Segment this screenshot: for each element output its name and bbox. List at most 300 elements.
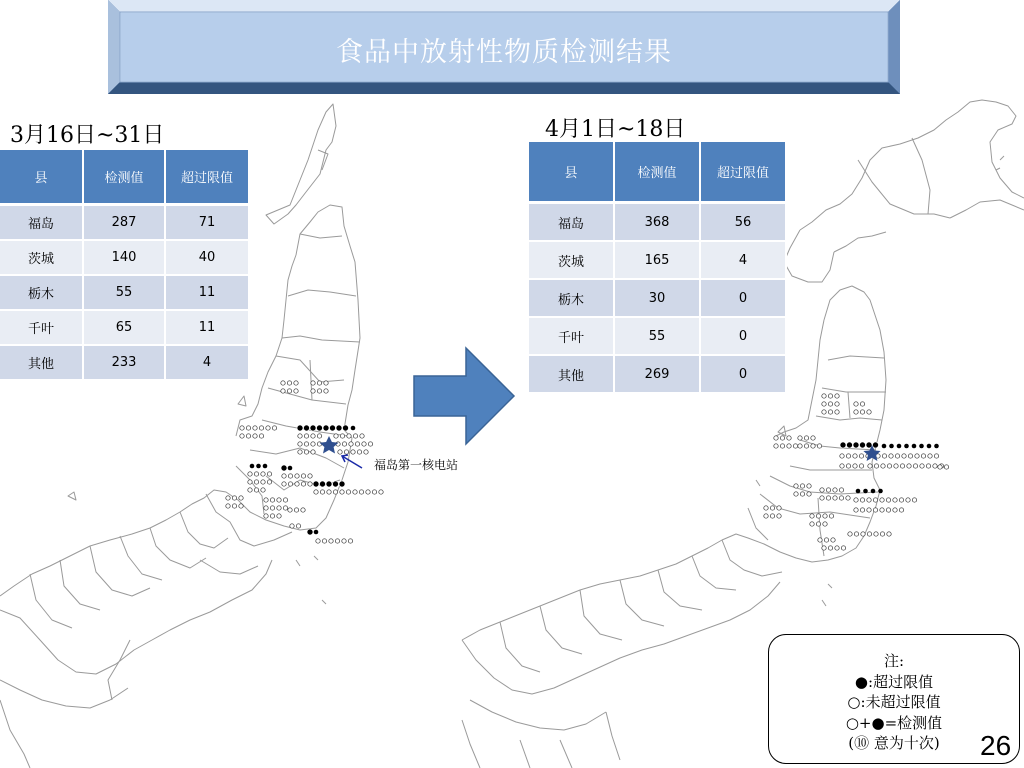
under-limit-marker	[938, 465, 942, 469]
over-limit-marker	[351, 426, 356, 431]
under-limit-marker	[366, 490, 370, 494]
left-results-table	[0, 150, 250, 381]
under-limit-marker	[324, 389, 328, 393]
under-limit-marker	[822, 402, 826, 406]
under-limit-marker	[800, 484, 804, 488]
under-limit-marker	[867, 508, 871, 512]
under-limit-marker	[239, 496, 243, 500]
under-limit-marker	[304, 434, 308, 438]
under-limit-marker	[226, 496, 230, 500]
under-limit-marker	[853, 454, 857, 458]
under-limit-marker	[820, 488, 824, 492]
under-limit-marker	[800, 492, 804, 496]
under-limit-marker	[908, 454, 912, 458]
column-header-pref: 县	[529, 142, 615, 204]
under-limit-marker	[839, 488, 843, 492]
under-limit-marker	[304, 442, 308, 446]
under-limit-marker	[804, 436, 808, 440]
cell-pref: 福岛	[0, 206, 84, 241]
ten-count-marker	[326, 481, 332, 487]
under-limit-marker	[774, 444, 778, 448]
under-limit-marker	[342, 539, 346, 543]
ten-count-marker	[304, 425, 310, 431]
over-limit-marker	[263, 464, 268, 469]
cell-over: 71	[166, 206, 250, 241]
under-limit-marker	[355, 442, 359, 446]
under-limit-marker	[311, 389, 315, 393]
under-limit-marker	[811, 444, 815, 448]
under-limit-marker	[912, 498, 916, 502]
under-limit-marker	[281, 389, 285, 393]
table-row	[529, 280, 787, 318]
under-limit-marker	[887, 464, 891, 468]
under-limit-marker	[874, 464, 878, 468]
under-limit-marker	[902, 454, 906, 458]
under-limit-marker	[835, 394, 839, 398]
legend-under-limit: ○:未超过限值	[847, 693, 941, 711]
cell-pref: 千叶	[529, 318, 615, 356]
over-limit-marker	[288, 466, 293, 471]
under-limit-marker	[248, 480, 252, 484]
cell-pref: 千叶	[0, 311, 84, 346]
under-limit-marker	[868, 464, 872, 468]
under-limit-marker	[294, 508, 298, 512]
ten-count-marker	[313, 481, 319, 487]
under-limit-marker	[294, 381, 298, 385]
under-limit-marker	[934, 454, 938, 458]
under-limit-marker	[770, 506, 774, 510]
under-limit-marker	[334, 434, 338, 438]
cell-over: 11	[166, 311, 250, 346]
under-limit-marker	[322, 539, 326, 543]
under-limit-marker	[854, 410, 858, 414]
under-limit-marker	[282, 482, 286, 486]
over-limit-marker	[889, 444, 894, 449]
under-limit-marker	[831, 538, 835, 542]
page-number: 26	[980, 730, 1012, 761]
over-limit-marker	[882, 444, 887, 449]
under-limit-marker	[270, 514, 274, 518]
ten-count-marker	[847, 442, 853, 448]
cell-pref: 其他	[529, 356, 615, 394]
ten-count-marker	[307, 529, 313, 535]
under-limit-marker	[340, 434, 344, 438]
under-limit-marker	[774, 436, 778, 440]
under-limit-marker	[906, 498, 910, 502]
page-title: 食品中放射性物质检测结果	[336, 37, 672, 68]
under-limit-marker	[270, 506, 274, 510]
under-limit-marker	[913, 464, 917, 468]
under-limit-marker	[794, 492, 798, 496]
under-limit-marker	[816, 514, 820, 518]
under-limit-marker	[240, 434, 244, 438]
under-limit-marker	[926, 464, 930, 468]
over-limit-marker	[919, 444, 924, 449]
under-limit-marker	[854, 508, 858, 512]
under-limit-marker	[867, 498, 871, 502]
under-limit-marker	[820, 496, 824, 500]
under-limit-marker	[780, 436, 784, 440]
under-limit-marker	[880, 532, 884, 536]
cell-over: 56	[701, 204, 787, 242]
under-limit-marker	[301, 474, 305, 478]
under-limit-marker	[287, 389, 291, 393]
under-limit-marker	[861, 532, 865, 536]
under-limit-marker	[835, 402, 839, 406]
under-limit-marker	[359, 490, 363, 494]
ten-count-marker	[281, 465, 287, 471]
under-limit-marker	[342, 442, 346, 446]
table-row	[529, 242, 787, 280]
table-row	[0, 241, 250, 276]
under-limit-marker	[770, 514, 774, 518]
cell-tested: 30	[615, 280, 701, 318]
under-limit-marker	[283, 506, 287, 510]
ten-count-marker	[343, 425, 349, 431]
under-limit-marker	[764, 506, 768, 510]
under-limit-marker	[248, 488, 252, 492]
cell-over: 0	[701, 280, 787, 318]
cell-tested: 269	[615, 356, 701, 394]
under-limit-marker	[360, 434, 364, 438]
under-limit-marker	[317, 389, 321, 393]
under-limit-marker	[264, 514, 268, 518]
under-limit-marker	[828, 410, 832, 414]
under-limit-marker	[311, 434, 315, 438]
ten-count-marker	[330, 425, 336, 431]
cell-pref: 栃木	[0, 276, 84, 311]
star-icon	[320, 436, 339, 454]
under-limit-marker	[899, 498, 903, 502]
under-limit-marker	[928, 454, 932, 458]
legend-title: 注:	[883, 652, 905, 670]
legend-ten-times: (⑩ 意为十次)	[848, 734, 940, 752]
table-row	[0, 346, 250, 381]
under-limit-marker	[811, 436, 815, 440]
under-limit-marker	[804, 444, 808, 448]
under-limit-marker	[826, 496, 830, 500]
cell-tested: 368	[615, 204, 701, 242]
under-limit-marker	[353, 490, 357, 494]
ten-count-marker	[320, 481, 326, 487]
table-header-row	[0, 150, 250, 206]
right-arrow-icon	[414, 348, 514, 444]
ten-count-marker	[317, 425, 323, 431]
over-limit-marker	[863, 489, 868, 494]
under-limit-marker	[338, 450, 342, 454]
under-limit-marker	[368, 442, 372, 446]
under-limit-marker	[816, 522, 820, 526]
right-results-table	[529, 142, 787, 394]
over-limit-marker	[871, 489, 876, 494]
under-limit-marker	[304, 450, 308, 454]
table-row	[0, 276, 250, 311]
under-limit-marker	[340, 490, 344, 494]
under-limit-marker	[893, 498, 897, 502]
under-limit-marker	[780, 444, 784, 448]
under-limit-marker	[915, 454, 919, 458]
under-limit-marker	[344, 450, 348, 454]
under-limit-marker	[798, 436, 802, 440]
under-limit-marker	[840, 454, 844, 458]
cell-pref: 茨城	[0, 241, 84, 276]
under-limit-marker	[853, 464, 857, 468]
over-limit-marker	[904, 444, 909, 449]
ten-count-marker	[860, 442, 866, 448]
cell-tested: 140	[84, 241, 166, 276]
under-limit-marker	[826, 488, 830, 492]
cell-tested: 287	[84, 206, 166, 241]
under-limit-marker	[317, 434, 321, 438]
under-limit-marker	[824, 538, 828, 542]
under-limit-marker	[311, 442, 315, 446]
under-limit-marker	[259, 434, 263, 438]
under-limit-marker	[764, 514, 768, 518]
under-limit-marker	[846, 464, 850, 468]
under-limit-marker	[794, 484, 798, 488]
under-limit-marker	[308, 474, 312, 478]
under-limit-marker	[893, 508, 897, 512]
cell-pref: 茨城	[529, 242, 615, 280]
under-limit-marker	[320, 490, 324, 494]
left-period-label: 3月16日~31日	[10, 123, 165, 148]
table-row	[0, 206, 250, 241]
cell-tested: 55	[84, 276, 166, 311]
under-limit-marker	[894, 464, 898, 468]
under-limit-marker	[840, 464, 844, 468]
under-limit-marker	[860, 410, 864, 414]
under-limit-marker	[253, 426, 257, 430]
under-limit-marker	[777, 514, 781, 518]
table-header-row	[529, 142, 787, 204]
under-limit-marker	[907, 464, 911, 468]
cell-tested: 233	[84, 346, 166, 381]
cell-over: 11	[166, 276, 250, 311]
under-limit-marker	[288, 482, 292, 486]
under-limit-marker	[296, 524, 300, 528]
under-limit-marker	[246, 434, 250, 438]
cell-over: 4	[701, 242, 787, 280]
under-limit-marker	[822, 546, 826, 550]
under-limit-marker	[846, 454, 850, 458]
under-limit-marker	[860, 402, 864, 406]
under-limit-marker	[282, 474, 286, 478]
under-limit-marker	[854, 498, 858, 502]
under-limit-marker	[287, 381, 291, 385]
under-limit-marker	[316, 539, 320, 543]
under-limit-marker	[880, 508, 884, 512]
under-limit-marker	[283, 498, 287, 502]
under-limit-marker	[324, 381, 328, 385]
under-limit-marker	[239, 504, 243, 508]
under-limit-marker	[787, 436, 791, 440]
under-limit-marker	[807, 484, 811, 488]
under-limit-marker	[873, 508, 877, 512]
under-limit-marker	[270, 498, 274, 502]
under-limit-marker	[248, 472, 252, 476]
under-limit-marker	[777, 506, 781, 510]
cell-over: 0	[701, 318, 787, 356]
under-limit-marker	[267, 472, 271, 476]
under-limit-marker	[317, 381, 321, 385]
under-limit-marker	[846, 496, 850, 500]
over-limit-marker	[912, 444, 917, 449]
under-limit-marker	[254, 472, 258, 476]
under-limit-marker	[226, 504, 230, 508]
under-limit-marker	[873, 498, 877, 502]
under-limit-marker	[867, 410, 871, 414]
over-limit-marker	[934, 444, 939, 449]
right-period-label: 4月1日~18日	[545, 117, 686, 142]
under-limit-marker	[259, 426, 263, 430]
column-header-tested: 检测值	[615, 142, 701, 204]
column-header-over: 超过限值	[166, 150, 250, 206]
under-limit-marker	[288, 474, 292, 478]
under-limit-marker	[311, 450, 315, 454]
under-limit-marker	[261, 480, 265, 484]
under-limit-marker	[881, 464, 885, 468]
under-limit-marker	[290, 524, 294, 528]
cell-over: 0	[701, 356, 787, 394]
under-limit-marker	[254, 488, 258, 492]
under-limit-marker	[277, 498, 281, 502]
under-limit-marker	[823, 522, 827, 526]
under-limit-marker	[266, 426, 270, 430]
under-limit-marker	[357, 450, 361, 454]
under-limit-marker	[822, 410, 826, 414]
under-limit-marker	[232, 504, 236, 508]
under-limit-marker	[311, 381, 315, 385]
legend-total: ○+●=检测值	[845, 713, 943, 732]
table-row	[529, 204, 787, 242]
under-limit-marker	[900, 464, 904, 468]
under-limit-marker	[362, 442, 366, 446]
under-limit-marker	[859, 464, 863, 468]
under-limit-marker	[298, 450, 302, 454]
under-limit-marker	[810, 522, 814, 526]
under-limit-marker	[277, 514, 281, 518]
under-limit-marker	[822, 394, 826, 398]
under-limit-marker	[887, 532, 891, 536]
over-limit-marker	[250, 464, 255, 469]
under-limit-marker	[787, 444, 791, 448]
ten-count-marker	[333, 481, 339, 487]
under-limit-marker	[348, 539, 352, 543]
under-limit-marker	[295, 482, 299, 486]
under-limit-marker	[848, 532, 852, 536]
ten-count-marker	[339, 481, 345, 487]
under-limit-marker	[301, 482, 305, 486]
under-limit-marker	[921, 454, 925, 458]
under-limit-marker	[298, 434, 302, 438]
under-limit-marker	[895, 454, 899, 458]
under-limit-marker	[798, 444, 802, 448]
under-limit-marker	[920, 464, 924, 468]
under-limit-marker	[347, 434, 351, 438]
under-limit-marker	[314, 490, 318, 494]
under-limit-marker	[817, 444, 821, 448]
under-limit-marker	[933, 464, 937, 468]
under-limit-marker	[889, 454, 893, 458]
under-limit-marker	[874, 532, 878, 536]
under-limit-marker	[854, 532, 858, 536]
under-limit-marker	[859, 454, 863, 458]
under-limit-marker	[327, 490, 331, 494]
over-limit-marker	[878, 489, 883, 494]
under-limit-marker	[264, 498, 268, 502]
ten-count-marker	[323, 425, 329, 431]
cell-over: 4	[166, 346, 250, 381]
under-limit-marker	[886, 498, 890, 502]
over-limit-marker	[927, 444, 932, 449]
column-header-pref: 县	[0, 150, 84, 206]
under-limit-marker	[828, 546, 832, 550]
under-limit-marker	[335, 539, 339, 543]
under-limit-marker	[288, 508, 292, 512]
under-limit-marker	[364, 450, 368, 454]
under-limit-marker	[833, 496, 837, 500]
under-limit-marker	[353, 434, 357, 438]
plant-label: 福岛第一核电站	[374, 458, 459, 472]
under-limit-marker	[833, 488, 837, 492]
under-limit-marker	[264, 506, 268, 510]
under-limit-marker	[281, 381, 285, 385]
under-limit-marker	[379, 490, 383, 494]
under-limit-marker	[860, 508, 864, 512]
ten-count-marker	[853, 442, 859, 448]
under-limit-marker	[351, 450, 355, 454]
under-limit-marker	[295, 474, 299, 478]
star-icon	[863, 445, 880, 461]
column-header-over: 超过限值	[701, 142, 787, 204]
over-limit-marker	[314, 530, 319, 535]
cell-pref: 其他	[0, 346, 84, 381]
under-limit-marker	[333, 490, 337, 494]
under-limit-marker	[880, 498, 884, 502]
pointer-arrow-icon	[342, 455, 362, 468]
under-limit-marker	[807, 492, 811, 496]
under-limit-marker	[886, 508, 890, 512]
under-limit-marker	[823, 514, 827, 518]
over-limit-marker	[856, 489, 861, 494]
cell-tested: 55	[615, 318, 701, 356]
over-limit-marker	[256, 464, 261, 469]
under-limit-marker	[829, 514, 833, 518]
under-limit-marker	[899, 508, 903, 512]
cell-over: 40	[166, 241, 250, 276]
under-limit-marker	[372, 490, 376, 494]
under-limit-marker	[854, 402, 858, 406]
under-limit-marker	[254, 480, 258, 484]
over-limit-marker	[897, 444, 902, 449]
under-limit-marker	[294, 389, 298, 393]
under-limit-marker	[277, 506, 281, 510]
under-limit-marker	[346, 490, 350, 494]
under-limit-marker	[261, 472, 265, 476]
under-limit-marker	[272, 426, 276, 430]
ten-count-marker	[310, 425, 316, 431]
under-limit-marker	[810, 514, 814, 518]
ten-count-marker	[336, 425, 342, 431]
cell-pref: 福岛	[529, 204, 615, 242]
under-limit-marker	[835, 410, 839, 414]
under-limit-marker	[818, 538, 822, 542]
under-limit-marker	[882, 454, 886, 458]
under-limit-marker	[301, 508, 305, 512]
ten-count-marker	[840, 442, 846, 448]
under-limit-marker	[867, 532, 871, 536]
under-limit-marker	[860, 498, 864, 502]
